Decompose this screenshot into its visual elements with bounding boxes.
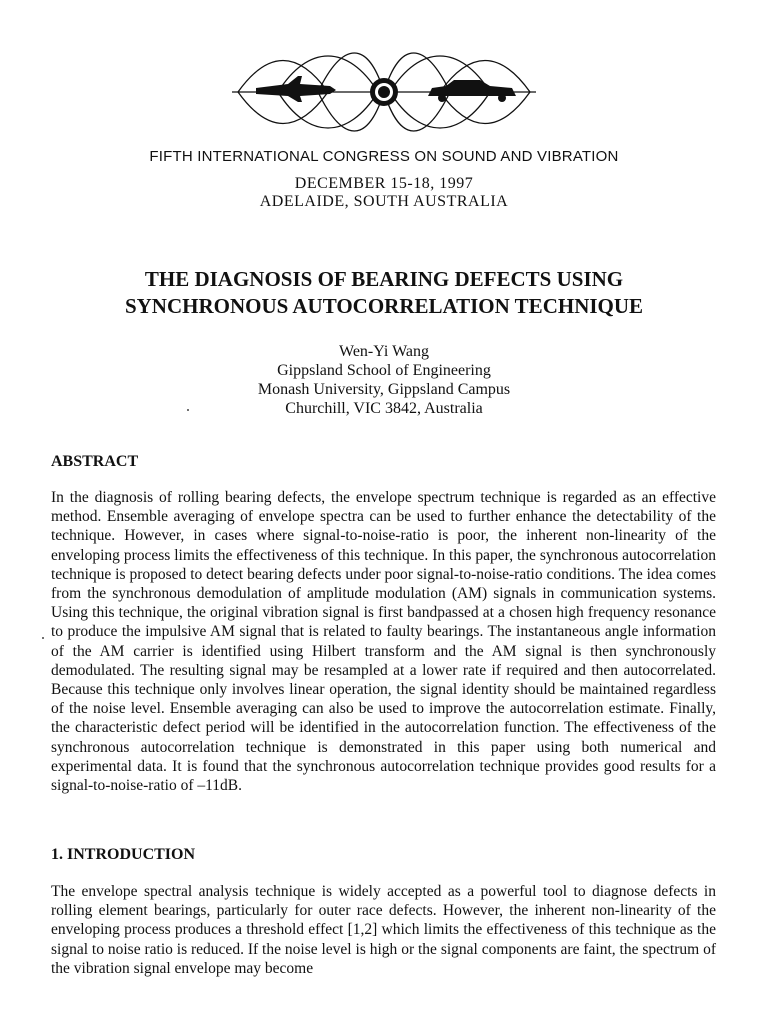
sun-icon [370,78,398,106]
congress-logo [228,40,540,150]
scan-speck [187,409,189,411]
introduction-text: The envelope spectral analysis technique is widely accepted as a powerful tool to diagnose defects in rolling element bearings, particularly for outer race defects. However, the inherent non-linearity of the enveloping process produces a threshold effect [1,2] which limits the effectiveness of this technique as the signal to noise ratio is reduced. If the noise level is high or the signal components are faint, the spectrum of the vibration signal envelope may become [51,883,716,977]
abstract-text: In the diagnosis of rolling bearing defects, the envelope spectrum technique is regarded as an effective method. Ensemble averaging of envelope spectra can be used to further enhance the detectability of the technique. However, in cases where signal-to-noise-ratio is poor, the inherent non-linearity of the enveloping process limits the effectiveness of this technique. In this paper, the synchronous autocorrelation technique is proposed to detect bearing defects under poor signal-to-noise-ratio conditions. The idea comes from the synchronous demodulation of amplitude modulation (AM) signals in communication systems. Using this technique, the original vibration signal is first bandpassed at a chosen high frequency resonance to produce the impulsive AM signal that is related to faulty bearings. The instantaneous angle information of the AM carrier is identified using Hilbert transform and the AM signal is then synchronously demodulated. The resulting signal may be resampled at a lower rate if required and then autocorrelated. Because this technique only involves linear operation, the signal identity should be maintained regardless of the noise level. Ensemble averaging can also be used to improve the autocorrelation estimate. Finally, the characteristic defect period will be identified in the autocorrelation function. The effectiveness of the synchronous autocorrelation technique is demonstrated in this paper using both numerical and experimental data. It is found that the synchronous autocorrelation technique provides good results for a signal-to-noise-ratio of –11dB. [51,489,716,795]
author-name: Wen-Yi Wang [339,343,429,360]
abstract-heading: ABSTRACT [51,453,139,470]
conference-location: ADELAIDE, SOUTH AUSTRALIA [259,193,509,210]
conference-dates: DECEMBER 15-18, 1997 [294,175,474,192]
author-school: Gippsland School of Engineering [277,362,491,379]
scan-speck [42,637,44,639]
paper-title-line-2: SYNCHRONOUS AUTOCORRELATION TECHNIQUE [124,294,644,318]
car-icon [428,80,516,96]
paper-title-line-1: THE DIAGNOSIS OF BEARING DEFECTS USING [144,267,624,291]
paper-title [0,266,768,320]
author-address: Churchill, VIC 3842, Australia [285,400,483,417]
author-university: Monash University, Gippsland Campus [257,381,511,398]
conference-name: FIFTH INTERNATIONAL CONGRESS ON SOUND AND VIBRATION [149,148,619,165]
introduction-heading: 1. INTRODUCTION [51,846,196,863]
